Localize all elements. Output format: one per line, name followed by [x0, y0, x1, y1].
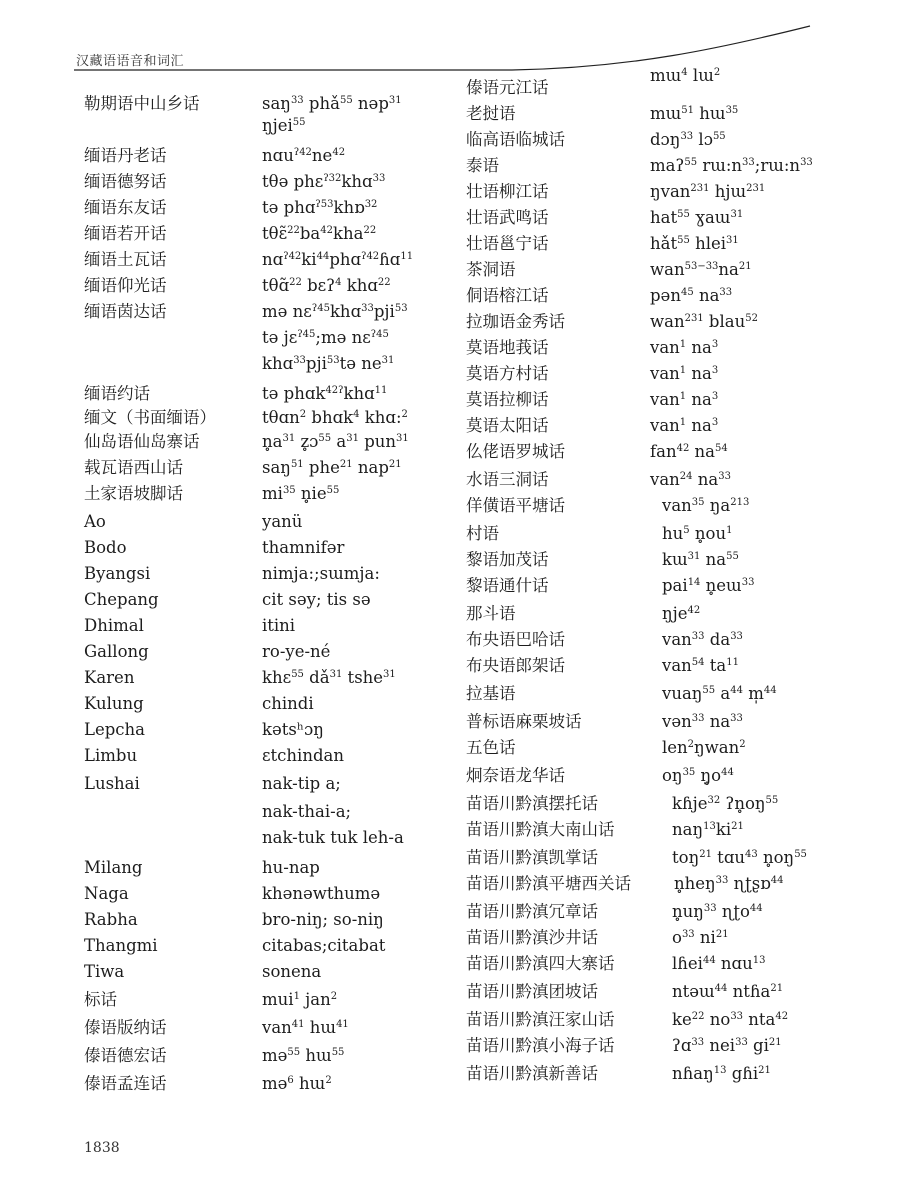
language-label: 缅语德努话: [84, 172, 167, 191]
language-label: Gallong: [84, 642, 149, 661]
phonetic-form: hu-nap: [262, 858, 320, 877]
phonetic-form: pən$^{45}$ $na^{33}$: [650, 286, 733, 305]
phonetic-form: $ke^{22}$ $no^{33}$ nta$^{42}$: [672, 1010, 789, 1029]
page-header: 汉藏语语音和词汇: [76, 54, 185, 69]
phonetic-form: mɯ$^{51}$ hɯ$^{35}$: [650, 104, 739, 123]
phonetic-form: van$^{35}$ $ŋa^{213}$: [662, 496, 750, 515]
phonetic-form: saŋ$^{51}$ phe$^{21}$ nap$^{21}$: [262, 458, 402, 477]
language-label: Dhimal: [84, 616, 144, 635]
phonetic-form: khɑ$^{33}$pji$^{53}$tə $ne^{31}$: [262, 354, 395, 373]
phonetic-form: $n̥a^{31}$ z̥ɔ$^{55}$ $a^{31}$ pun$^{31}$: [262, 432, 409, 451]
language-label: 缅语丹老话: [84, 146, 167, 165]
phonetic-form: van$^1$ $na^3$: [650, 390, 719, 409]
language-label: 佯僙语平塘话: [466, 496, 565, 515]
language-label: 缅语土瓦话: [84, 250, 167, 269]
language-label: 苗语川黔滇四大寨话: [466, 954, 615, 973]
language-label: Byangsi: [84, 564, 151, 583]
phonetic-form: $o^{33}$ $ni^{21}$: [672, 928, 729, 947]
language-label: 傣语孟连话: [84, 1074, 167, 1093]
language-label: 普标语麻栗坡话: [466, 712, 582, 731]
language-label: 布央语郎架话: [466, 656, 565, 675]
language-label: 泰语: [466, 156, 499, 175]
phonetic-form: fan$^{42}$ $na^{54}$: [650, 442, 728, 461]
language-label: 壮语邕宁话: [466, 234, 549, 253]
phonetic-form: nimja:;sɯmja:: [262, 564, 380, 583]
language-label: 缅文（书面缅语）: [84, 408, 216, 427]
language-label: 村语: [466, 524, 499, 543]
phonetic-form: kɯ$^{31}$ $na^{55}$: [662, 550, 739, 569]
phonetic-form: len$^2$ŋwan$^2$: [662, 738, 746, 757]
phonetic-form: yanü: [262, 512, 303, 531]
language-label: 临高语临城话: [466, 130, 565, 149]
phonetic-form: ŋje$^{42}$: [662, 604, 701, 623]
phonetic-form: n̥heŋ$^{33}$ ɳʈʂɒ$^{44}$: [674, 874, 784, 893]
language-label: 莫语方村话: [466, 364, 549, 383]
language-label: 水语三洞话: [466, 470, 549, 489]
page-number: 1838: [84, 1140, 120, 1156]
language-label: 莫语太阳话: [466, 416, 549, 435]
phonetic-form: toŋ$^{21}$ tɑu$^{43}$ $n̥oŋ^{55}$: [672, 848, 807, 867]
phonetic-form: vən$^{33}$ $na^{33}$: [662, 712, 743, 731]
phonetic-form: nak-tip a;: [262, 774, 341, 793]
phonetic-form: lɦei$^{44}$ nɑu$^{13}$: [672, 954, 766, 973]
phonetic-form: thamnifər: [262, 538, 345, 557]
language-label: Limbu: [84, 746, 138, 765]
phonetic-form: maʔ$^{55}$ $rɯ:n^{33};rɯ:n^{33}$: [650, 156, 813, 175]
phonetic-form: citabas;citabat: [262, 936, 386, 955]
language-label: 苗语川黔滇冗章话: [466, 902, 598, 921]
phonetic-form: van$^{41}$ hɯ$^{41}$: [262, 1018, 349, 1037]
language-label: Karen: [84, 668, 135, 687]
language-label: 傣语元江话: [466, 78, 549, 97]
phonetic-form: mɯ$^4$ lɯ$^2$: [650, 66, 721, 85]
language-label: 壮语柳江话: [466, 182, 549, 201]
language-label: 土家语坡脚话: [84, 484, 183, 503]
phonetic-form: hat$^{55}$ ɣaɯ$^{31}$: [650, 208, 744, 227]
language-label: 苗语川黔滇沙井话: [466, 928, 598, 947]
phonetic-form: tθə phɛ$^{ʔ32}$khɑ$^{33}$: [262, 172, 386, 191]
phonetic-form: van$^{33}$ $da^{33}$: [662, 630, 743, 649]
phonetic-form: wan$^{231}$ blau$^{52}$: [650, 312, 758, 331]
language-label: 傣语德宏话: [84, 1046, 167, 1065]
language-label: 标话: [84, 990, 117, 1009]
language-label: 苗语川黔滇大南山话: [466, 820, 615, 839]
phonetic-form: $t\theta ɛ̃^{22}ba^{42}kha^{22}$: [262, 224, 377, 243]
phonetic-form: $n̥uŋ^{33}$ ɳʈo$^{44}$: [672, 902, 763, 921]
language-label: 那斗语: [466, 604, 516, 623]
phonetic-form: kɦje$^{32}$ $ʔn̥oŋ^{55}$: [672, 794, 779, 813]
phonetic-form: ʔɑ$^{33}$ nei$^{33}$ $gi^{21}$: [672, 1036, 782, 1055]
phonetic-form: mə nɛ$^{ʔ45}$khɑ$^{33}$pji$^{53}$: [262, 302, 408, 321]
language-label: 布央语巴哈话: [466, 630, 565, 649]
phonetic-form: $nɑu^{ʔ42}ne^{42}$: [262, 146, 346, 165]
language-label: Bodo: [84, 538, 127, 557]
phonetic-form: $mi^{35}$ $n̥ie^{55}$: [262, 484, 340, 503]
phonetic-form: ro-ye-né: [262, 642, 331, 661]
language-label: 缅语茵达话: [84, 302, 167, 321]
language-label: 黎语加茂话: [466, 550, 549, 569]
phonetic-form: saŋ$^{33}$ phǎ$^{55}$ nəp$^{31}$: [262, 94, 402, 113]
phonetic-form: tə jɛ$^{ʔ45}$;mə nɛ$^{ʔ45}$: [262, 328, 389, 347]
phonetic-form: itini: [262, 616, 296, 635]
phonetic-form: tə phɑ$^{ʔ53}$khɒ$^{32}$: [262, 198, 378, 217]
language-label: Kulung: [84, 694, 144, 713]
phonetic-form: kətsʰɔŋ: [262, 720, 324, 739]
language-label: 五色话: [466, 738, 516, 757]
language-label: 莫语拉柳话: [466, 390, 549, 409]
phonetic-form: bro-niŋ; so-niŋ: [262, 910, 384, 929]
phonetic-form: van$^1$ $na^3$: [650, 364, 719, 383]
language-label: 苗语川黔滇新善话: [466, 1064, 598, 1083]
phonetic-form: ɛtchindan: [262, 746, 344, 765]
language-label: 拉珈语金秀话: [466, 312, 565, 331]
phonetic-form: khənəwthumə: [262, 884, 381, 903]
language-label: Ao: [84, 512, 106, 531]
phonetic-form: chindi: [262, 694, 314, 713]
language-label: 炯奈语龙华话: [466, 766, 565, 785]
language-label: 苗语川黔滇平塘西关话: [466, 874, 631, 893]
phonetic-form: sonena: [262, 962, 322, 981]
phonetic-form: van$^1$ $na^3$: [650, 338, 719, 357]
language-label: 苗语川黔滇小海子话: [466, 1036, 615, 1055]
phonetic-form: ŋvan$^{231}$ hjɯ$^{231}$: [650, 182, 766, 201]
language-label: 拉基语: [466, 684, 516, 703]
language-label: Chepang: [84, 590, 159, 609]
language-label: Milang: [84, 858, 143, 877]
language-label: Rabha: [84, 910, 138, 929]
phonetic-form: van$^1$ $na^3$: [650, 416, 719, 435]
phonetic-form: cit səy; tis sə: [262, 590, 371, 609]
phonetic-form: $naŋ^{13}ki^{21}$: [672, 820, 744, 839]
phonetic-form: ntəɯ$^{44}$ ntɦa$^{21}$: [672, 982, 784, 1001]
phonetic-form: hǎt$^{55}$ hlei$^{31}$: [650, 234, 739, 253]
phonetic-form: nak-thai-a;: [262, 802, 352, 821]
phonetic-form: van$^{54}$ $ta^{11}$: [662, 656, 739, 675]
phonetic-form: van$^{24}$ $na^{33}$: [650, 470, 731, 489]
language-label: 勒期语中山乡话: [84, 94, 200, 113]
phonetic-form: $nɑ^{ʔ42}ki^{44}phɑ^{ʔ42}ɦɑ^{11}$: [262, 250, 414, 269]
phonetic-form: $hu^5$ $n̥ou^1$: [662, 524, 733, 543]
language-label: 仙岛语仙岛寨话: [84, 432, 200, 451]
language-label: Lushai: [84, 774, 140, 793]
phonetic-form: $wan^{53-33}na^{21}$: [650, 260, 752, 279]
language-label: Lepcha: [84, 720, 145, 739]
language-label: 黎语通什话: [466, 576, 549, 595]
phonetic-form: ŋjei$^{55}$: [262, 116, 306, 135]
language-label: 壮语武鸣话: [466, 208, 549, 227]
language-label: 莫语地莪话: [466, 338, 549, 357]
language-label: 苗语川黔滇汪家山话: [466, 1010, 615, 1029]
language-label: 茶洞语: [466, 260, 516, 279]
phonetic-form: vuaŋ$^{55}$ $a^{44}$ m̩$^{44}$: [662, 684, 777, 703]
language-label: 载瓦语西山话: [84, 458, 183, 477]
phonetic-form: dɔŋ$^{33}$ lɔ$^{55}$: [650, 130, 726, 149]
language-label: 缅语东友话: [84, 198, 167, 217]
language-label: Naga: [84, 884, 129, 903]
phonetic-form: nak-tuk tuk leh-a: [262, 828, 404, 847]
phonetic-form: pai$^{14}$ n̥eɯ$^{33}$: [662, 576, 755, 595]
phonetic-form: nɦaŋ$^{13}$ gɦi$^{21}$: [672, 1064, 771, 1083]
phonetic-form: tə phɑk$^{42ʔ}$khɑ$^{11}$: [262, 384, 388, 403]
language-label: 傣语版纳话: [84, 1018, 167, 1037]
phonetic-form: tθɑ̃$^{22}$ bɛʔ$^4$ khɑ$^{22}$: [262, 276, 391, 295]
phonetic-form: khɛ$^{55}$ $dǎ^{31}$ tshe$^{31}$: [262, 668, 396, 687]
language-label: 缅语若开话: [84, 224, 167, 243]
phonetic-form: tθɑn$^2$ bhɑk$^4$ khɑ:$^2$: [262, 408, 408, 427]
language-label: 老挝语: [466, 104, 516, 123]
phonetic-form: mui$^1$ jan$^2$: [262, 990, 338, 1009]
language-label: 苗语川黔滇凯掌话: [466, 848, 598, 867]
language-label: Tiwa: [84, 962, 125, 981]
phonetic-form: $oŋ^{35}$ $ŋ̥o^{44}$: [662, 766, 734, 785]
phonetic-form: mə$^{55}$ hɯ$^{55}$: [262, 1046, 345, 1065]
language-label: 苗语川黔滇摆托话: [466, 794, 598, 813]
language-label: 苗语川黔滇团坡话: [466, 982, 598, 1001]
language-label: Thangmi: [84, 936, 158, 955]
language-label: 仫佬语罗城话: [466, 442, 565, 461]
language-label: 缅语约话: [84, 384, 150, 403]
language-label: 侗语榕江话: [466, 286, 549, 305]
language-label: 缅语仰光话: [84, 276, 167, 295]
phonetic-form: mə$^6$ hɯ$^2$: [262, 1074, 332, 1093]
